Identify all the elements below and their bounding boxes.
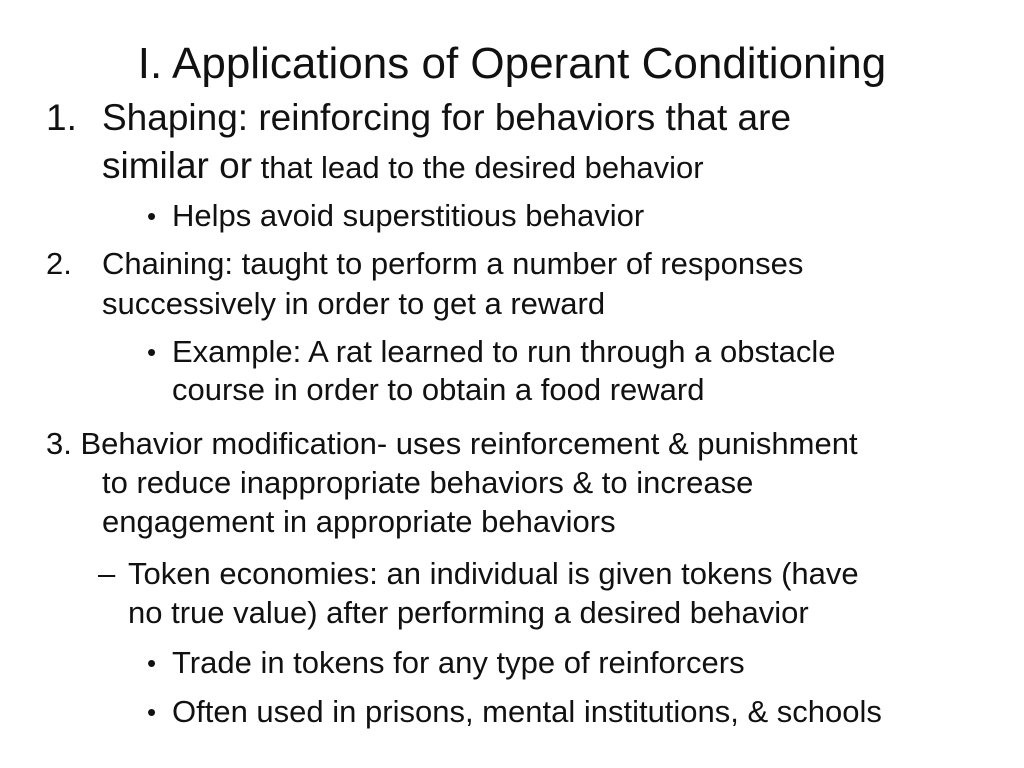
item3-line1: 3. Behavior modification- uses reinforcement & punishment: [46, 426, 858, 461]
item1-line2-rest: that lead to the desired behavior: [252, 150, 704, 185]
bullet-icon: •: [147, 697, 157, 727]
bullet-icon: •: [147, 201, 157, 231]
item3-bullet-2: Often used in prisons, mental institutions, & schools: [172, 694, 882, 729]
item1-number: 1.: [46, 97, 77, 138]
item3-line2: to reduce inappropriate behaviors & to increase: [102, 465, 754, 500]
bullet-icon: •: [147, 337, 157, 367]
dash-icon: –: [98, 556, 116, 591]
item3-bullet-1: Trade in tokens for any type of reinforcers: [172, 645, 745, 680]
item2-number: 2.: [46, 246, 72, 281]
item1-line2-emphasis: similar or: [102, 145, 253, 186]
item3-sub-line1: Token economies: an individual is given tokens (have: [128, 556, 859, 591]
item1-line2: [102, 144, 704, 188]
item2-bullet-line2: course in order to obtain a food reward: [172, 372, 705, 407]
item1-line1: Shaping: reinforcing for behaviors that are: [102, 97, 792, 138]
item1-bullet-1: Helps avoid superstitious behavior: [172, 198, 645, 233]
item2-line2: successively in order to get a reward: [102, 286, 606, 321]
slide-title: I. Applications of Operant Conditioning: [137, 39, 887, 88]
item3-line3: engagement in appropriate behaviors: [102, 504, 616, 539]
item2-line1: Chaining: taught to perform a number of responses: [102, 246, 804, 281]
item3-sub-line2: no true value) after performing a desired behavior: [128, 595, 809, 630]
item2-bullet-line1: Example: A rat learned to run through a obstacle: [172, 334, 836, 369]
bullet-icon: •: [147, 648, 157, 678]
